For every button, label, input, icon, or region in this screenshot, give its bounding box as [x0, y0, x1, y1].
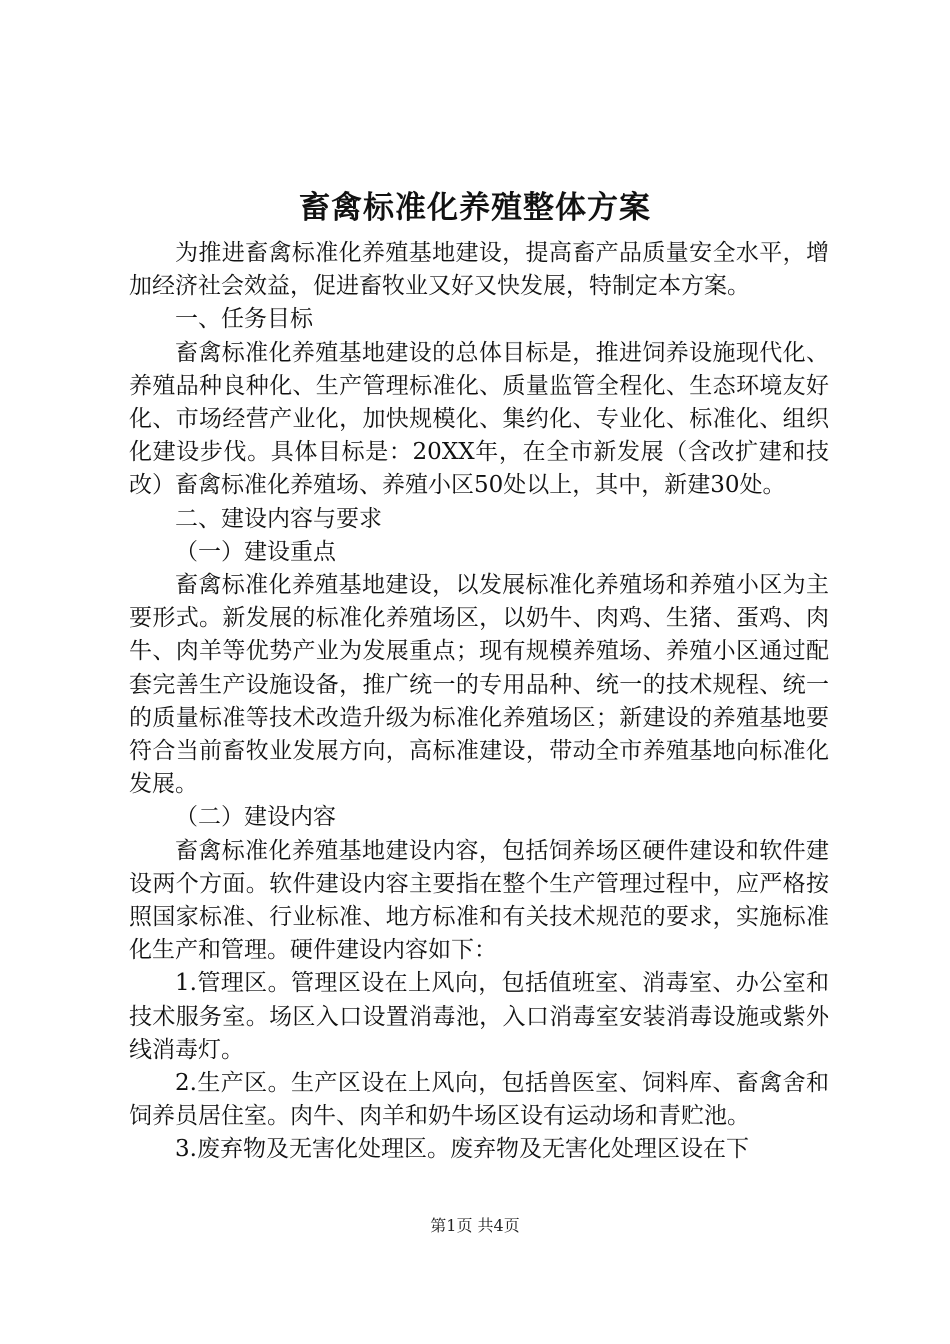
heading-task-goals: 一、任务目标 [175, 306, 313, 333]
paragraph-construction-focus: 畜禽标准化养殖基地建设，以发展标准化养殖场和养殖小区为主要形式。新发展的标准化养殖场区，以奶牛、肉鸡、生猪、蛋鸡、肉牛、肉羊等优势产业为发展重点；现有规模养殖场、养殖小区通过配套完善生产设施设备，推广统一的专用品种、统一的技术规程、统一的质量标准等技术改造升级为标准化养殖场区；新建设的养殖基地要符合当前畜牧业发展方向，高标准建设，带动全市养殖基地向标准化发展。 [129, 572, 829, 798]
subheading-construction-content: （二）建设内容 [175, 804, 336, 831]
heading-construction-requirements: 二、建设内容与要求 [175, 505, 382, 532]
paragraph-intro: 为推进畜禽标准化养殖基地建设，提高畜产品质量安全水平，增加经济社会效益，促进畜牧业又好又快发展，特制定本方案。 [129, 240, 829, 300]
paragraph-management-area: 1.管理区。管理区设在上风向，包括值班室、消毒室、办公室和技术服务室。场区入口设置消毒池，入口消毒室安装消毒设施或紫外线消毒灯。 [129, 970, 829, 1063]
paragraph-construction-content: 畜禽标准化养殖基地建设内容，包括饲养场区硬件建设和软件建设两个方面。软件建设内容主要指在整个生产管理过程中，应严格按照国家标准、行业标准、地方标准和有关技术规范的要求，实施标准化生产和管理。硬件建设内容如下： [129, 837, 829, 964]
paragraph-waste-area: 3.废弃物及无害化处理区。废弃物及无害化处理区设在下 [175, 1136, 749, 1163]
subheading-construction-focus: （一）建设重点 [175, 538, 336, 565]
document-title: 畜禽标准化养殖整体方案 [299, 190, 651, 226]
page-footer: 第1页 共4页 [430, 1216, 520, 1235]
paragraph-production-area: 2.生产区。生产区设在上风向，包括兽医室、饲料库、畜禽舍和饲养员居住室。肉牛、肉羊和奶牛场区设有运动场和青贮池。 [129, 1070, 829, 1130]
paragraph-goals: 畜禽标准化养殖基地建设的总体目标是，推进饲养设施现代化、养殖品种良种化、生产管理标准化、质量监管全程化、生态环境友好化、市场经营产业化，加快规模化、集约化、专业化、标准化、组织化建设步伐。具体目标是：20XX年，在全市新发展（含改扩建和技改）畜禽标准化养殖场、养殖小区50处以上，其中，新建30处。 [129, 339, 829, 499]
document-body [129, 237, 829, 1167]
